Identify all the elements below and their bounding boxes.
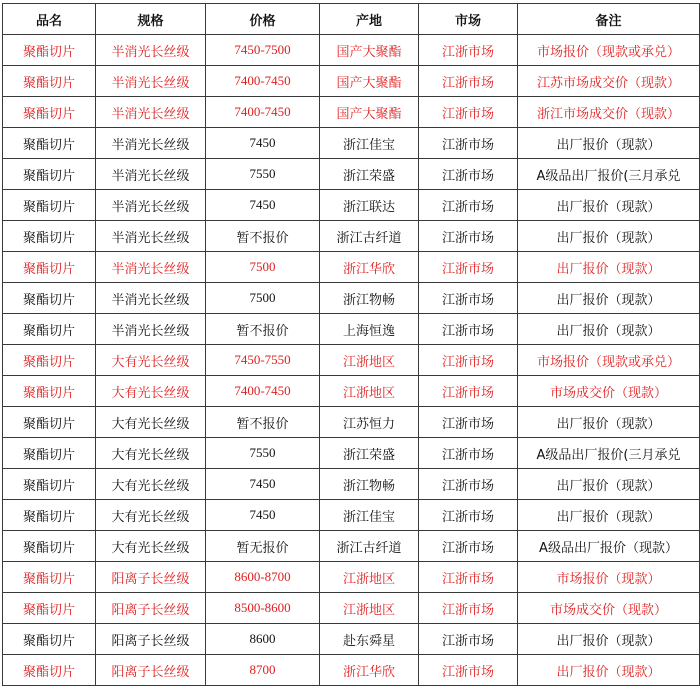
cell-market: 江浙市场 <box>419 407 518 438</box>
cell-origin: 浙江佳宝 <box>320 500 419 531</box>
cell-product-name: 聚酯切片 <box>3 35 96 66</box>
cell-remarks: 浙江市场成交价（现款） <box>518 97 700 128</box>
cell-spec: 大有光长丝级 <box>96 469 206 500</box>
header-product-name: 品名 <box>3 4 96 35</box>
table-row <box>3 469 700 500</box>
cell-spec: 阳离子长丝级 <box>96 624 206 655</box>
cell-origin: 浙江古纤道 <box>320 221 419 252</box>
table-row <box>3 562 700 593</box>
cell-spec: 大有光长丝级 <box>96 407 206 438</box>
cell-remarks: 市场成交价（现款） <box>518 593 700 624</box>
cell-market: 江浙市场 <box>419 283 518 314</box>
price-table <box>2 3 700 686</box>
cell-origin: 浙江华欣 <box>320 655 419 686</box>
cell-remarks: 市场报价（现款） <box>518 562 700 593</box>
cell-market: 江浙市场 <box>419 438 518 469</box>
cell-remarks: 江苏市场成交价（现款） <box>518 66 700 97</box>
header-remarks: 备注 <box>518 4 700 35</box>
table-row <box>3 35 700 66</box>
cell-market: 江浙市场 <box>419 66 518 97</box>
cell-market: 江浙市场 <box>419 531 518 562</box>
header-price: 价格 <box>206 4 320 35</box>
cell-origin: 国产大聚酯 <box>320 97 419 128</box>
cell-origin: 浙江荣盛 <box>320 438 419 469</box>
cell-remarks: 出厂报价（现款） <box>518 252 700 283</box>
table-row <box>3 97 700 128</box>
cell-origin: 浙江佳宝 <box>320 128 419 159</box>
cell-market: 江浙市场 <box>419 593 518 624</box>
table-row <box>3 159 700 190</box>
cell-remarks: 出厂报价（现款） <box>518 190 700 221</box>
cell-spec: 阳离子长丝级 <box>96 593 206 624</box>
cell-market: 江浙市场 <box>419 469 518 500</box>
cell-spec: 大有光长丝级 <box>96 500 206 531</box>
cell-product-name: 聚酯切片 <box>3 314 96 345</box>
table-row <box>3 376 700 407</box>
cell-product-name: 聚酯切片 <box>3 469 96 500</box>
cell-price: 暂不报价 <box>206 407 320 438</box>
table-row <box>3 438 700 469</box>
cell-origin: 上海恒逸 <box>320 314 419 345</box>
cell-origin: 浙江物畅 <box>320 469 419 500</box>
cell-spec: 半消光长丝级 <box>96 283 206 314</box>
cell-origin: 浙江荣盛 <box>320 159 419 190</box>
table-row <box>3 407 700 438</box>
cell-market: 江浙市场 <box>419 345 518 376</box>
cell-product-name: 聚酯切片 <box>3 128 96 159</box>
cell-market: 江浙市场 <box>419 97 518 128</box>
cell-price: 8700 <box>206 655 320 686</box>
cell-price: 7450 <box>206 190 320 221</box>
cell-price: 暂无报价 <box>206 531 320 562</box>
cell-product-name: 聚酯切片 <box>3 345 96 376</box>
header-spec: 规格 <box>96 4 206 35</box>
cell-price: 7450-7500 <box>206 35 320 66</box>
cell-product-name: 聚酯切片 <box>3 593 96 624</box>
cell-price: 7550 <box>206 438 320 469</box>
cell-market: 江浙市场 <box>419 655 518 686</box>
cell-price: 7400-7450 <box>206 97 320 128</box>
table-row <box>3 128 700 159</box>
cell-product-name: 聚酯切片 <box>3 407 96 438</box>
table-row <box>3 531 700 562</box>
cell-remarks: A级品出厂报价(三月承兑 <box>518 159 700 190</box>
cell-product-name: 聚酯切片 <box>3 438 96 469</box>
cell-remarks: 出厂报价（现款） <box>518 314 700 345</box>
cell-origin: 国产大聚酯 <box>320 35 419 66</box>
table-body <box>3 35 700 686</box>
cell-price: 7500 <box>206 283 320 314</box>
cell-spec: 半消光长丝级 <box>96 221 206 252</box>
table-row <box>3 593 700 624</box>
cell-price: 7550 <box>206 159 320 190</box>
table-header-row <box>3 4 700 35</box>
cell-origin: 浙江联达 <box>320 190 419 221</box>
cell-remarks: 市场报价（现款或承兑） <box>518 345 700 376</box>
cell-price: 7400-7450 <box>206 376 320 407</box>
cell-remarks: 出厂报价（现款） <box>518 624 700 655</box>
cell-spec: 半消光长丝级 <box>96 314 206 345</box>
table-row <box>3 252 700 283</box>
cell-product-name: 聚酯切片 <box>3 159 96 190</box>
cell-price: 8600-8700 <box>206 562 320 593</box>
cell-market: 江浙市场 <box>419 190 518 221</box>
table-row <box>3 221 700 252</box>
cell-market: 江浙市场 <box>419 128 518 159</box>
cell-origin: 江浙地区 <box>320 562 419 593</box>
cell-spec: 半消光长丝级 <box>96 159 206 190</box>
cell-origin: 江苏恒力 <box>320 407 419 438</box>
cell-market: 江浙市场 <box>419 314 518 345</box>
cell-origin: 江浙地区 <box>320 345 419 376</box>
cell-price: 8600 <box>206 624 320 655</box>
table-row <box>3 314 700 345</box>
header-origin: 产地 <box>320 4 419 35</box>
cell-market: 江浙市场 <box>419 252 518 283</box>
cell-origin: 浙江古纤道 <box>320 531 419 562</box>
cell-remarks: A级品出厂报价(三月承兑 <box>518 438 700 469</box>
cell-remarks: 出厂报价（现款） <box>518 283 700 314</box>
cell-market: 江浙市场 <box>419 221 518 252</box>
cell-product-name: 聚酯切片 <box>3 655 96 686</box>
cell-market: 江浙市场 <box>419 624 518 655</box>
cell-product-name: 聚酯切片 <box>3 376 96 407</box>
cell-origin: 浙江华欣 <box>320 252 419 283</box>
cell-product-name: 聚酯切片 <box>3 562 96 593</box>
cell-spec: 阳离子长丝级 <box>96 655 206 686</box>
cell-market: 江浙市场 <box>419 35 518 66</box>
cell-origin: 赴东舜星 <box>320 624 419 655</box>
cell-price: 暂不报价 <box>206 314 320 345</box>
cell-product-name: 聚酯切片 <box>3 66 96 97</box>
header-market: 市场 <box>419 4 518 35</box>
cell-price: 7450-7550 <box>206 345 320 376</box>
cell-spec: 半消光长丝级 <box>96 128 206 159</box>
cell-remarks: 出厂报价（现款） <box>518 128 700 159</box>
cell-spec: 大有光长丝级 <box>96 376 206 407</box>
cell-spec: 半消光长丝级 <box>96 190 206 221</box>
cell-remarks: 出厂报价（现款） <box>518 500 700 531</box>
table-row <box>3 190 700 221</box>
cell-spec: 大有光长丝级 <box>96 438 206 469</box>
table-row <box>3 655 700 686</box>
cell-spec: 半消光长丝级 <box>96 252 206 283</box>
table-row <box>3 624 700 655</box>
cell-price: 7400-7450 <box>206 66 320 97</box>
cell-price: 7500 <box>206 252 320 283</box>
cell-origin: 江浙地区 <box>320 376 419 407</box>
cell-remarks: 出厂报价（现款） <box>518 407 700 438</box>
cell-spec: 半消光长丝级 <box>96 35 206 66</box>
cell-price: 7450 <box>206 469 320 500</box>
cell-market: 江浙市场 <box>419 376 518 407</box>
table-row <box>3 500 700 531</box>
cell-product-name: 聚酯切片 <box>3 252 96 283</box>
cell-remarks: 市场成交价（现款） <box>518 376 700 407</box>
cell-price: 8500-8600 <box>206 593 320 624</box>
table-row <box>3 66 700 97</box>
cell-origin: 江浙地区 <box>320 593 419 624</box>
cell-spec: 大有光长丝级 <box>96 531 206 562</box>
cell-remarks: A级品出厂报价（现款） <box>518 531 700 562</box>
cell-market: 江浙市场 <box>419 500 518 531</box>
table-row <box>3 283 700 314</box>
cell-origin: 国产大聚酯 <box>320 66 419 97</box>
cell-remarks: 出厂报价（现款） <box>518 655 700 686</box>
cell-price: 暂不报价 <box>206 221 320 252</box>
cell-market: 江浙市场 <box>419 159 518 190</box>
cell-spec: 半消光长丝级 <box>96 97 206 128</box>
cell-product-name: 聚酯切片 <box>3 624 96 655</box>
cell-product-name: 聚酯切片 <box>3 283 96 314</box>
cell-origin: 浙江物畅 <box>320 283 419 314</box>
cell-product-name: 聚酯切片 <box>3 531 96 562</box>
cell-spec: 大有光长丝级 <box>96 345 206 376</box>
cell-remarks: 出厂报价（现款） <box>518 221 700 252</box>
cell-product-name: 聚酯切片 <box>3 97 96 128</box>
cell-spec: 半消光长丝级 <box>96 66 206 97</box>
cell-product-name: 聚酯切片 <box>3 221 96 252</box>
cell-product-name: 聚酯切片 <box>3 500 96 531</box>
cell-price: 7450 <box>206 128 320 159</box>
cell-remarks: 出厂报价（现款） <box>518 469 700 500</box>
cell-price: 7450 <box>206 500 320 531</box>
cell-spec: 阳离子长丝级 <box>96 562 206 593</box>
table-row <box>3 345 700 376</box>
cell-product-name: 聚酯切片 <box>3 190 96 221</box>
cell-market: 江浙市场 <box>419 562 518 593</box>
cell-remarks: 市场报价（现款或承兑） <box>518 35 700 66</box>
